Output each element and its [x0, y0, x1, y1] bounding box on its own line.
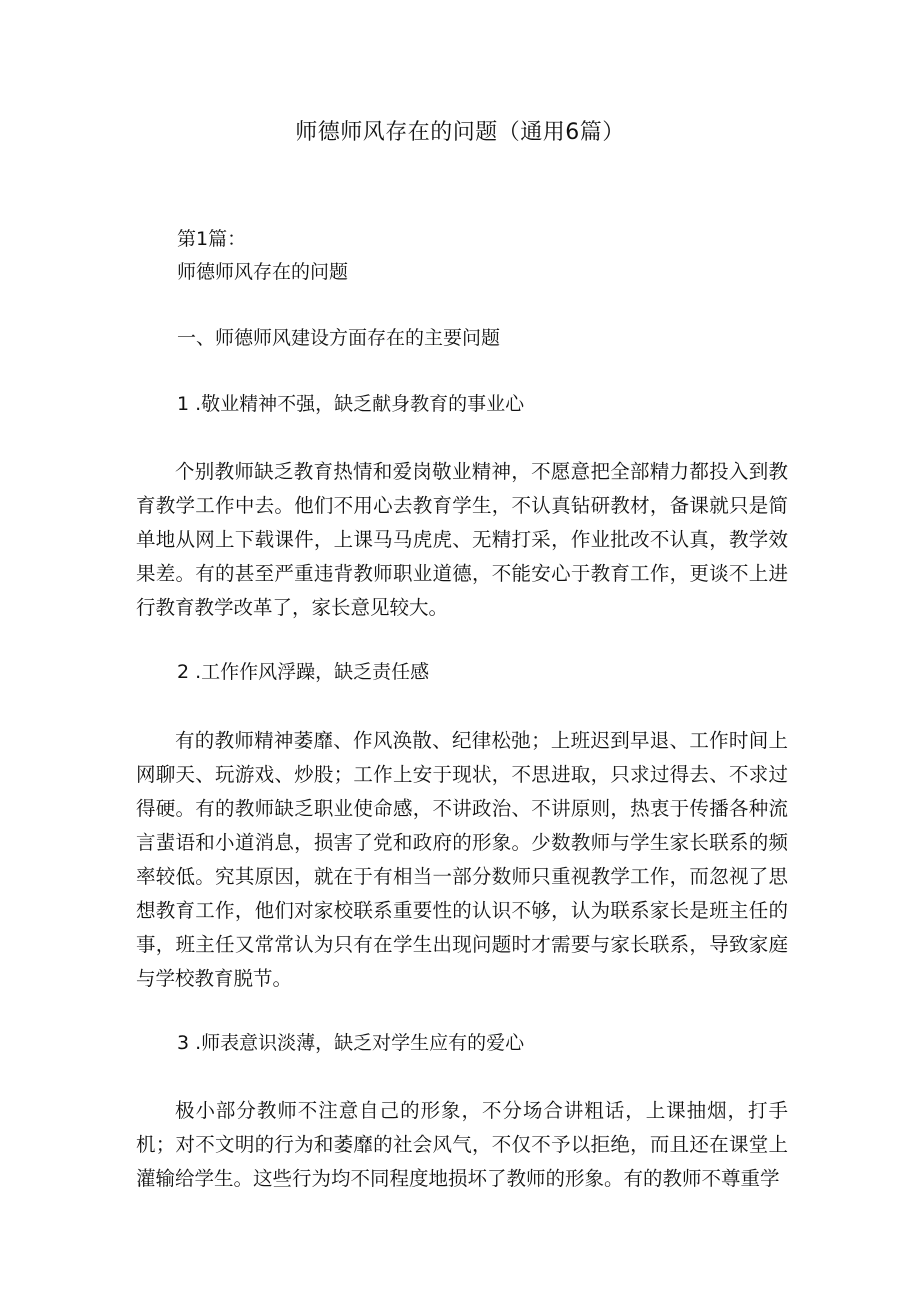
part-title: 师德师风存在的问题: [177, 261, 349, 283]
item-3-heading: 3 .师表意识淡薄，缺乏对学生应有的爱心: [177, 1032, 525, 1054]
item-2-heading: 2 .工作作风浮躁，缺乏责任感: [177, 661, 430, 683]
section-heading: 一、师德师风建设方面存在的主要问题: [177, 327, 501, 349]
item-2-paragraph: 有的教师精神萎靡、作风涣散、纪律松弛；上班迟到早退、工作时间上网聊天、玩游戏、炒股；工作上安于现状，不思进取，只求过得去、不求过得硬。有的教师缺乏职业使命感，不讲政治、不讲原则，热衷于传播各种流言蜚语和小道消息，损害了党和政府的形象。少数教师与学生家长联系的频率较低。究其原因，就在于有相当一部分数师只重视教学工作，而忽视了思想教育工作，他们对家校联系重要性的认识不够，认为联系家长是班主任的事，班主任又常常认为只有在学生出现问题时才需要与家长联系，导致家庭与学校教育脱节。: [136, 729, 788, 990]
document-title: 师德师风存在的问题（通用6篇）: [295, 120, 625, 145]
part-label: 第1篇：: [177, 228, 247, 250]
item-3-paragraph: 极小部分教师不注意自己的形象，不分场合讲粗话，上课抽烟，打手机；对不文明的行为和萎靡的社会风气，不仅不予以拒绝，而且还在课堂上灌输给学生。这些行为均不同程度地损坏了教师的形象。有的教师不尊重学: [136, 1099, 788, 1190]
item-1-heading: 1 .敬业精神不强，缺乏献身教育的事业心: [177, 393, 525, 415]
item-1-paragraph: 个别教师缺乏教育热情和爱岗敬业精神，不愿意把全部精力都投入到教育教学工作中去。他们不用心去教育学生，不认真钻研教材，备课就只是简单地从网上下载课件，上课马马虎虎、无精打采，作业批改不认真，教学效果差。有的甚至严重违背教师职业道德，不能安心于教育工作，更谈不上进行教育教学改革了，家长意见较大。: [136, 460, 788, 619]
